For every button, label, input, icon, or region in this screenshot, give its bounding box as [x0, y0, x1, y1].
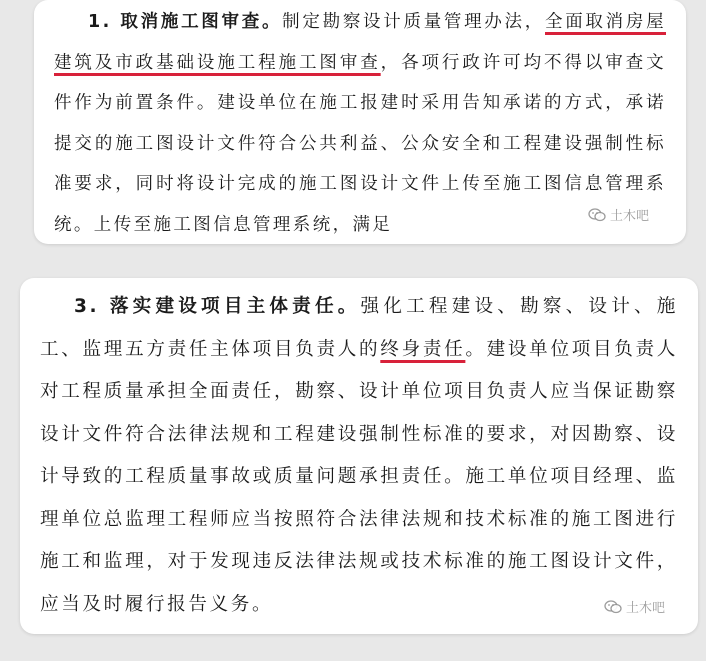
section-1-heading: 1. 取消施工图审查。: [88, 12, 283, 32]
watermark-2-label: 土木吧: [626, 601, 666, 616]
wechat-icon: [588, 208, 606, 222]
section-3-paragraph: [40, 286, 678, 626]
section-1-text-before: 制定勘察设计质量管理办法，: [282, 12, 545, 32]
watermark-2: [604, 597, 665, 616]
section-3-highlight: 终身责任: [380, 338, 466, 360]
section-1-text-after: ，各项行政许可均不得以审查文件作为前置条件。建设单位在施工报建时采用告知承诺的方式，承诺提交的施工图设计文件符合公共利益、公众安全和工程建设强制性标准要求，同时将设计完成的施工图设计文件上传至施工图信息管理系统。上传至施工图信息管理系统，满足: [54, 52, 666, 235]
watermark-1: [588, 205, 649, 224]
section-3-heading: 3. 落实建设项目主体责任。: [74, 296, 361, 317]
document-card-section-3: [20, 278, 698, 634]
watermark-1-label: 土木吧: [610, 209, 650, 224]
section-3-text-after: 。建设单位项目负责人对工程质量承担全面责任，勘察、设计单位项目负责人应当保证勘察设计文件符合法律法规和工程建设强制性标准的要求，对因勘察、设计导致的工程质量事故或质量问题承担责任。施工单位项目经理、监理单位总监理工程师应当按照符合法律法规和技术标准的施工图进行施工和监理，对于发现违反法律法规或技术标准的施工图设计文件，应当及时履行报告义务。: [40, 338, 678, 615]
section-1-highlight: 全面取消房屋建筑及市政基础设施工程施工图审查: [54, 12, 666, 73]
wechat-icon: [604, 600, 622, 614]
section-1-paragraph: [54, 2, 666, 244]
section-3-text-before: 强化工程建设、勘察、设计、施工、监理五方责任主体项目负责人的: [40, 296, 678, 360]
